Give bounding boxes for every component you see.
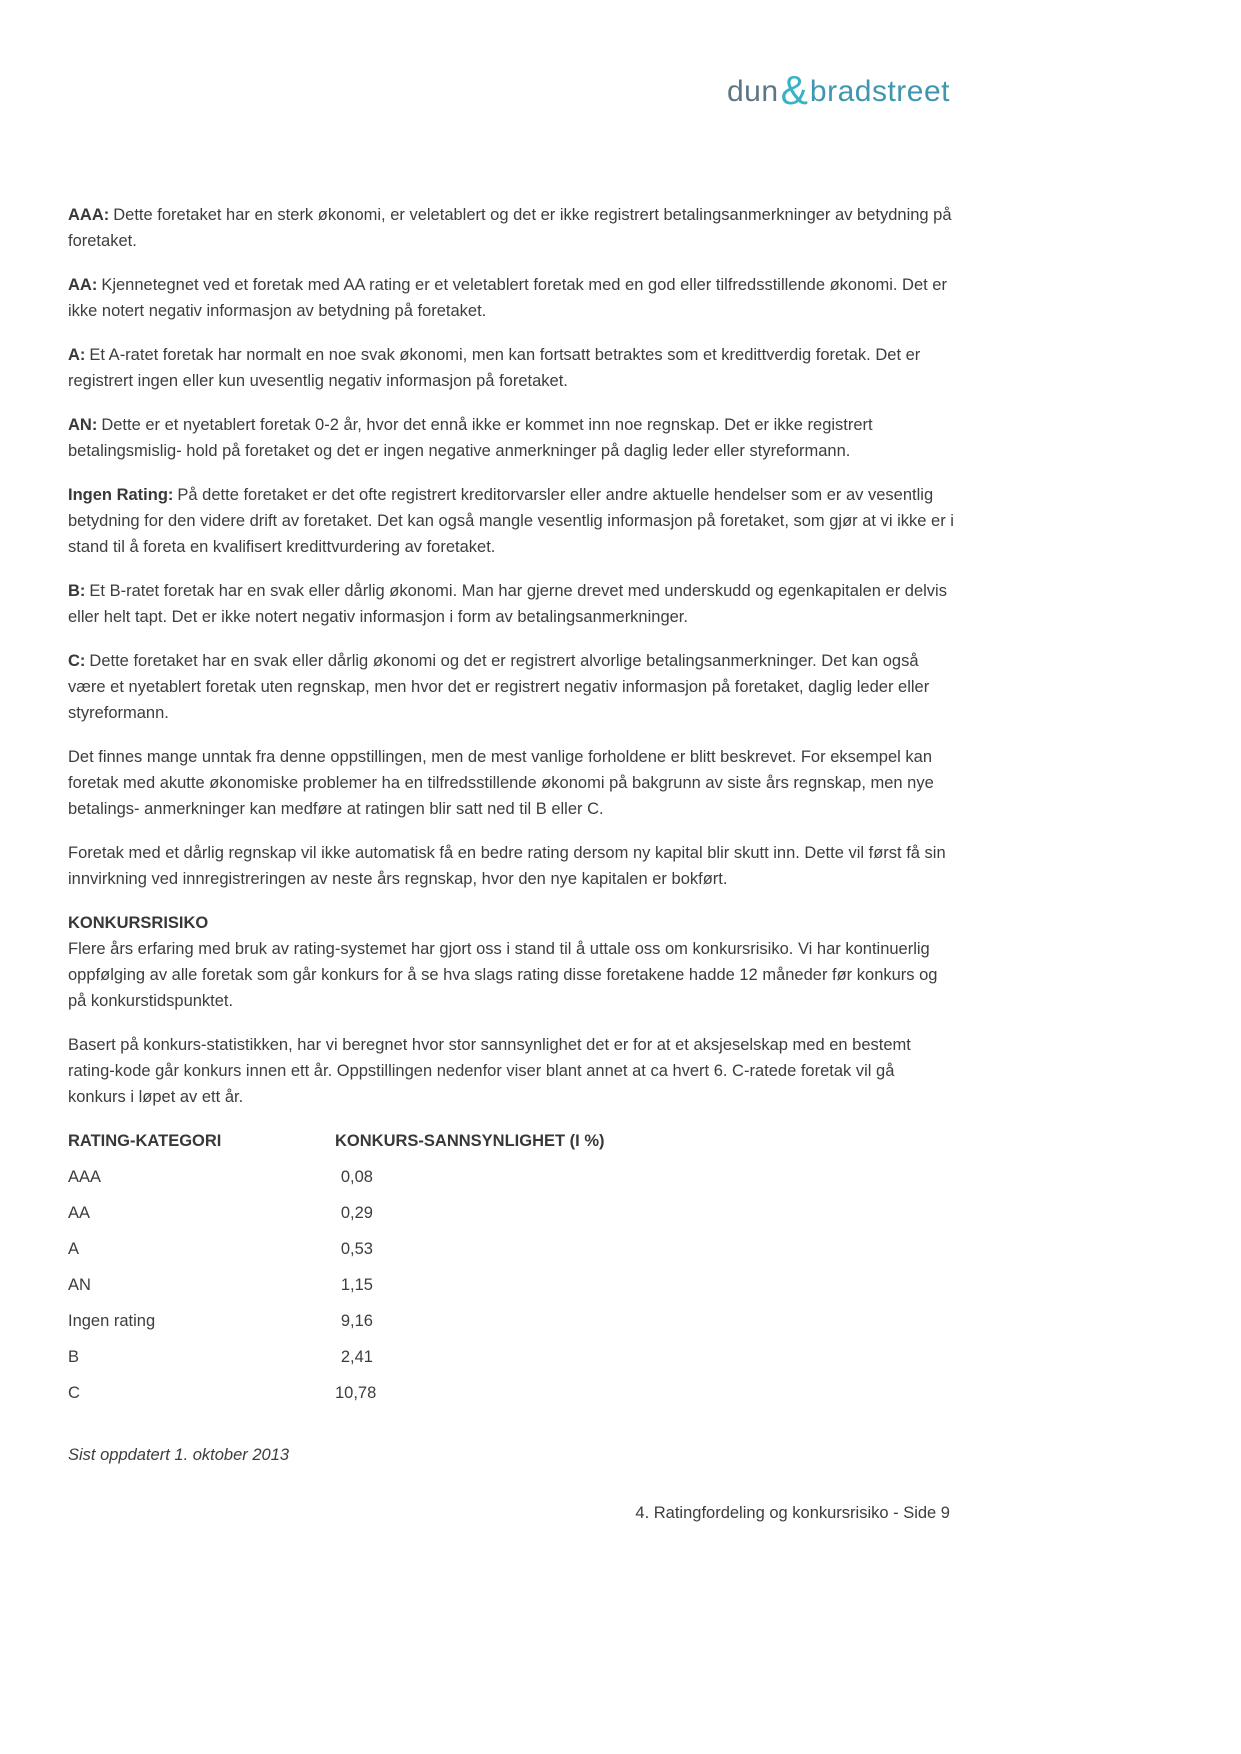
document-body [68, 202, 956, 1468]
page-footer: 4. Ratingfordeling og konkursrisiko - Side 9 [635, 1504, 950, 1522]
rating-label-aa: AA: [68, 276, 98, 294]
konkursrisiko-paragraph-2: Basert på konkurs-statistikken, har vi beregnet hvor stor sannsynlighet det er for at et aksjeselskap med en bestemt rating-kode går konkurs innen ett år. Oppstillingen nedenfor viser blant annet at ca hvert 6. C-ratede foretak vil gå konkurs i løpet av ett år. [68, 1036, 911, 1106]
rating-label-a: A: [68, 346, 86, 364]
rating-label-c: C: [68, 652, 86, 670]
rating-category-cell: AAA [68, 1168, 102, 1186]
probability-cell: 1,15 [340, 1276, 373, 1294]
rating-label-b: B: [68, 582, 86, 600]
rating-text-aaa: Dette foretaket har en sterk økonomi, er veletablert og det er ikke registrert betalingsanmerkninger av betydning på foretaket. [68, 206, 952, 250]
logo-text-bradstreet: bradstreet [809, 75, 950, 108]
rating-category-cell: B [68, 1348, 80, 1366]
probability-cell: 10,78 [335, 1384, 377, 1402]
rating-definition-c [68, 648, 956, 726]
probability-cell: 0,08 [340, 1168, 373, 1186]
table-row [68, 1380, 956, 1406]
rating-text-an: Dette er et nyetablert foretak 0-2 år, hvor det ennå ikke er kommet inn noe regnskap. Det er ikke registrert betalingsmislig- hold på foretaket og det er ingen negative anmerkninger på daglig leder eller styreformann. [68, 416, 873, 460]
rating-category-cell: Ingen rating [68, 1312, 156, 1330]
exceptions-paragraph: Det finnes mange unntak fra denne oppstillingen, men de mest vanlige forholdene er blitt beskrevet. For eksempel kan foretak med akutte økonomiske problemer ha en tilfredsstillende økonomi på bakgrunn av siste års regnskap, men nye betalings- anmerkninger kan medføre at ratingen blir satt ned til B eller C. [68, 748, 934, 818]
rating-category-cell: AA [68, 1204, 91, 1222]
rating-definition-ingen-rating [68, 482, 956, 560]
rating-text-ingen-rating: På dette foretaket er det ofte registrert kreditorvarsler eller andre aktuelle hendelser som er av vesentlig betydning for den videre drift av foretaket. Det kan også mangle vesentlig informasjon på foretaket, som gjør at vi ikke er i stand til å foreta en kvalifisert kredittvurdering av foretaket. [68, 486, 954, 556]
column-header-rating-category: RATING-KATEGORI [68, 1132, 222, 1150]
rating-category-cell: A [68, 1240, 80, 1258]
probability-cell: 0,29 [340, 1204, 373, 1222]
probability-cell: 0,53 [340, 1240, 373, 1258]
rating-label-aaa: AAA: [68, 206, 110, 224]
konkursrisiko-paragraph-1: Flere års erfaring med bruk av rating-systemet har gjort oss i stand til å uttale oss om konkursrisiko. Vi har kontinuerlig oppfølging av alle foretak som går konkurs for å se hva slags rating disse foretakene hadde 12 måneder før konkurs og på konkurstidspunktet. [68, 940, 938, 1010]
dun-bradstreet-logo [727, 64, 950, 111]
rating-definition-an [68, 412, 956, 464]
table-row [68, 1272, 956, 1298]
table-row [68, 1164, 956, 1190]
rating-definition-aa [68, 272, 956, 324]
rating-label-an: AN: [68, 416, 98, 434]
probability-cell: 9,16 [340, 1312, 373, 1330]
rating-category-cell: C [68, 1384, 80, 1402]
table-row [68, 1344, 956, 1370]
table-row [68, 1200, 956, 1226]
rating-text-b: Et B-ratet foretak har en svak eller dårlig økonomi. Man har gjerne drevet med underskudd og egenkapitalen er delvis eller helt tapt. Det er ikke notert negativ informasjon i form av betalingsanmerkninger. [68, 582, 947, 626]
ampersand-icon: & [780, 67, 808, 113]
bankruptcy-probability-table [68, 1128, 956, 1406]
last-updated-note: Sist oppdatert 1. oktober 2013 [68, 1446, 290, 1464]
rating-label-ingen-rating: Ingen Rating: [68, 486, 174, 504]
rating-text-a: Et A-ratet foretak har normalt en noe svak økonomi, men kan fortsatt betraktes som et kredittverdig foretak. Det er registrert ingen eller kun uvesentlig negativ informasjon på foretaket. [68, 346, 921, 390]
probability-cell: 2,41 [340, 1348, 373, 1366]
table-header-row [68, 1128, 956, 1154]
logo-text-dun: dun [727, 75, 779, 108]
konkursrisiko-heading: KONKURSRISIKO [68, 914, 209, 932]
rating-text-aa: Kjennetegnet ved et foretak med AA rating er et veletablert foretak med en god eller tilfredsstillende økonomi. Det er ikke notert negativ informasjon av betydning på foretaket. [68, 276, 947, 320]
rating-definition-b [68, 578, 956, 630]
new-capital-paragraph: Foretak med et dårlig regnskap vil ikke automatisk få en bedre rating dersom ny kapital blir skutt inn. Dette vil først få sin innvirkning ved innregistreringen av neste års regnskap, hvor den nye kapitalen er bokført. [68, 844, 946, 888]
table-row [68, 1308, 956, 1334]
table-row [68, 1236, 956, 1262]
rating-definition-a [68, 342, 956, 394]
column-header-konkurs-probability: KONKURS-SANNSYNLIGHET (I %) [335, 1132, 605, 1150]
rating-category-cell: AN [68, 1276, 91, 1294]
rating-definition-aaa [68, 202, 956, 254]
rating-text-c: Dette foretaket har en svak eller dårlig økonomi og det er registrert alvorlige betalingsanmerkninger. Det kan også være et nyetablert foretak uten regnskap, men hvor det er registrert negativ informasjon på foretaket, daglig leder eller styreformann. [68, 652, 930, 722]
